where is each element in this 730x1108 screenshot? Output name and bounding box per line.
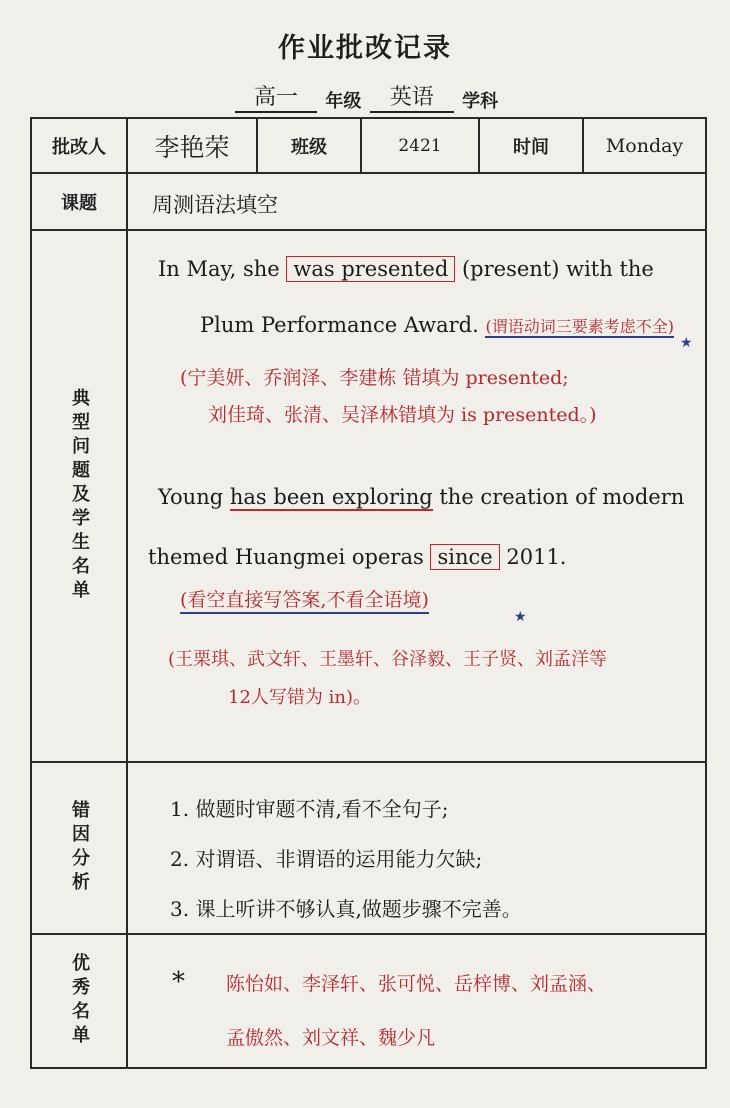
cause-item-2: 2. 对谓语、非谓语的运用能力欠缺; bbox=[170, 847, 483, 871]
class-label: 班级 bbox=[291, 136, 327, 158]
item2-students-2: 12人写错为 in)。 bbox=[228, 687, 371, 708]
star-icon: ★ bbox=[514, 609, 527, 625]
item1-answer: was presented bbox=[286, 256, 455, 282]
corrector-label: 批改人 bbox=[52, 136, 106, 158]
item2-w1: Young bbox=[158, 485, 224, 509]
time-label: 时间 bbox=[513, 136, 549, 158]
grade-subject-line bbox=[235, 80, 500, 110]
item2-line2-pre: themed Huangmei operas bbox=[148, 545, 424, 569]
item2-students-1: (王栗琪、武文轩、王墨轩、谷泽毅、王子贤、刘孟洋等 bbox=[168, 649, 608, 670]
time-value: Monday bbox=[605, 134, 684, 157]
item2-line2-post: 2011. bbox=[506, 545, 567, 569]
subject-label: 学科 bbox=[462, 91, 499, 112]
cause-item-1: 1. 做题时审题不清,看不全句子; bbox=[170, 797, 449, 821]
item1-line2-text: Plum Performance Award. bbox=[200, 313, 479, 337]
item2-w2: has been exploring bbox=[229, 485, 433, 509]
grade-label: 年级 bbox=[325, 91, 362, 112]
item2-answer: since bbox=[430, 544, 499, 570]
excellent-label: 优秀名单 bbox=[69, 953, 90, 1049]
item1-line1-post: (present) with the bbox=[461, 257, 654, 281]
star-icon: ★ bbox=[680, 335, 693, 351]
subject-value: 英语 bbox=[370, 80, 454, 113]
problems-label: 典型问题及学生名单 bbox=[69, 388, 90, 604]
item2-line1 bbox=[158, 485, 684, 509]
topic-label: 课题 bbox=[61, 192, 97, 214]
item2-note: (看空直接写答案,不看全语境) bbox=[180, 585, 429, 614]
item1-students-1: (宁美妍、乔润泽、李建栋 错填为 presented; bbox=[180, 367, 569, 389]
item2-line2 bbox=[148, 545, 566, 569]
excellent-star: * bbox=[172, 967, 185, 997]
excellent-line-2: 孟傲然、刘文祥、魏少凡 bbox=[226, 1027, 436, 1049]
cause-item-3: 3. 课上听讲不够认真,做题步骤不完善。 bbox=[170, 897, 522, 921]
grade-value: 高一 bbox=[235, 80, 317, 113]
item1-line2 bbox=[200, 313, 674, 337]
item2-w3: the creation of modern bbox=[439, 485, 685, 509]
item1-students-2: 刘佳琦、张清、吴泽林错填为 is presented。) bbox=[208, 404, 597, 426]
corrector-value: 李艳荣 bbox=[154, 132, 230, 162]
item1-line1 bbox=[158, 257, 654, 281]
causes-label: 错因分析 bbox=[69, 800, 90, 896]
class-value: 2421 bbox=[398, 135, 442, 156]
correction-table bbox=[30, 117, 707, 1069]
item1-note: (谓语动词三要素考虑不全) bbox=[485, 317, 674, 336]
item1-line1-pre: In May, she bbox=[158, 257, 280, 281]
excellent-line-1: 陈怡如、李泽轩、张可悦、岳梓博、刘孟涵、 bbox=[226, 973, 607, 995]
page-title: 作业批改记录 bbox=[278, 33, 452, 64]
topic-value: 周测语法填空 bbox=[152, 193, 278, 217]
